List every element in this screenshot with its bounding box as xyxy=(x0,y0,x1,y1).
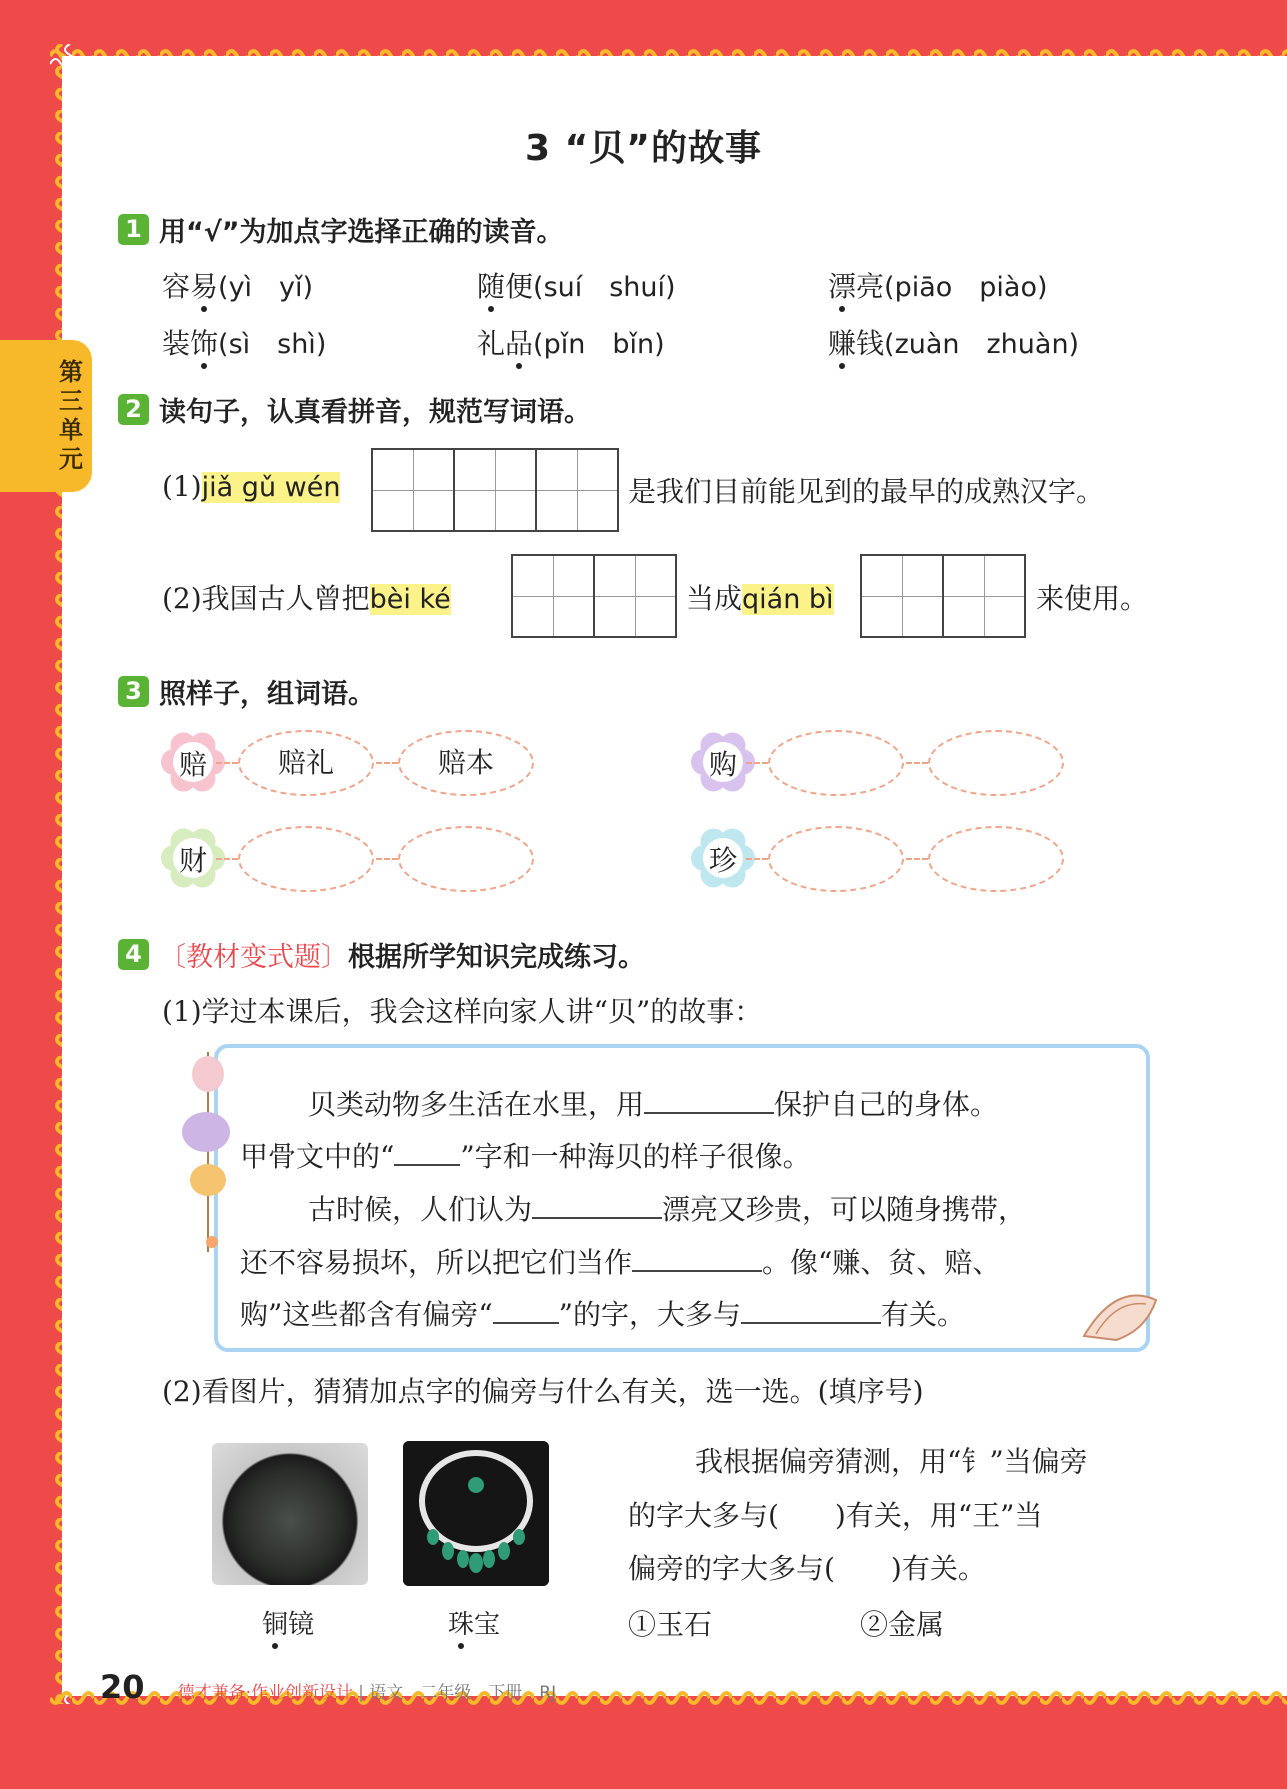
question-number: 2 xyxy=(118,394,149,425)
option-metal: ②金属 xyxy=(860,1608,945,1641)
answer-blank[interactable] xyxy=(394,1138,460,1166)
image-caption: 珠宝 xyxy=(448,1610,501,1640)
answer-text[interactable]: 的字大多与( )有关，用“王”当 xyxy=(628,1499,1043,1532)
q2-sentence-1: (1)jiǎ gǔ wén xyxy=(162,470,341,503)
question-number: 4 xyxy=(118,939,149,970)
word-oval[interactable] xyxy=(928,826,1064,892)
series-title: 德才兼备·作业创新设计 xyxy=(177,1683,354,1703)
answer-blank[interactable] xyxy=(632,1244,762,1272)
page-title: 3 “贝”的故事 xyxy=(525,128,762,169)
question-instruction: 照样子，组词语。 xyxy=(159,679,375,710)
passage-line: 古时候，人们认为 漂亮又珍贵，可以随身携带， xyxy=(308,1193,1027,1226)
question-1-header xyxy=(118,210,564,249)
answer-blank[interactable] xyxy=(644,1086,774,1114)
question-number: 1 xyxy=(118,214,149,245)
connector xyxy=(906,858,928,862)
connector xyxy=(746,762,768,766)
unit-tab xyxy=(0,340,92,492)
group-character: 赔 xyxy=(179,748,208,781)
answer-text[interactable]: 偏旁的字大多与( )有关。 xyxy=(628,1552,986,1585)
word-oval[interactable] xyxy=(928,730,1064,796)
textbook-variant-tag: 〔教材变式题〕 xyxy=(159,942,348,973)
connector xyxy=(216,762,238,766)
answer-blank[interactable] xyxy=(493,1296,559,1324)
image-caption: 铜镜 xyxy=(262,1610,315,1640)
writing-grid[interactable] xyxy=(511,554,677,638)
word-oval[interactable] xyxy=(238,826,374,892)
seashell-icon xyxy=(1076,1280,1160,1346)
group-character: 珍 xyxy=(709,844,738,877)
q4-part-1: (1)学过本课后，我会这样向家人讲“贝”的故事： xyxy=(162,995,763,1028)
q1-item[interactable]: 赚钱(zuàn zhuàn) xyxy=(828,327,1080,360)
writing-grid[interactable] xyxy=(371,448,619,532)
q2-sentence-2-end: 来使用。 xyxy=(1036,582,1149,615)
connector xyxy=(376,858,398,862)
pinyin-highlight: bèi ké xyxy=(369,584,451,615)
q1-item[interactable]: 礼品(pǐn bǐn) xyxy=(477,327,665,360)
passage-line: 甲骨文中的“ ”字和一种海贝的样子很像。 xyxy=(240,1140,811,1173)
question-3-header xyxy=(118,672,375,711)
writing-grid[interactable] xyxy=(860,554,1026,638)
q1-item[interactable]: 漂亮(piāo piào) xyxy=(828,270,1048,303)
passage-line: 还不容易损坏，所以把它们当作 。像“赚、贫、赔、 xyxy=(240,1246,1001,1279)
answer-blank[interactable] xyxy=(532,1191,662,1219)
unit-tab-label: 第三单元 xyxy=(59,358,83,473)
q2-sentence-1-end: 是我们目前能见到的最早的成熟汉字。 xyxy=(628,475,1105,508)
word-oval[interactable] xyxy=(768,730,904,796)
footer: 20 德才兼备·作业创新设计 | 语文 二年级 下册 RJ xyxy=(100,1668,557,1706)
word-oval[interactable] xyxy=(768,826,904,892)
shell-chime-illustration xyxy=(178,1052,248,1252)
group-character: 购 xyxy=(709,748,738,781)
pinyin-highlight: qián bì xyxy=(742,584,834,615)
question-number: 3 xyxy=(118,676,149,707)
pinyin-highlight: jiǎ gǔ wén xyxy=(201,472,341,503)
book-info: 语文 二年级 下册 RJ xyxy=(369,1683,557,1703)
connector xyxy=(376,762,398,766)
connector xyxy=(746,858,768,862)
passage-line: 购”这些都含有偏旁“ ”的字，大多与 有关。 xyxy=(240,1298,965,1331)
page-number: 20 xyxy=(100,1668,145,1706)
connector xyxy=(216,858,238,862)
word-oval[interactable] xyxy=(398,826,534,892)
question-2-header xyxy=(118,390,591,429)
word-oval[interactable]: 赔本 xyxy=(398,730,534,796)
group-character: 财 xyxy=(179,844,208,877)
word-oval[interactable]: 赔礼 xyxy=(238,730,374,796)
question-instruction: 根据所学知识完成练习。 xyxy=(348,942,645,973)
bronze-mirror-image xyxy=(212,1443,368,1585)
question-instruction: 读句子，认真看拼音，规范写词语。 xyxy=(159,397,591,428)
q1-item[interactable]: 容易(yì yǐ) xyxy=(162,270,314,303)
q4-part-2: (2)看图片，猜猜加点字的偏旁与什么有关，选一选。(填序号) xyxy=(162,1375,924,1408)
answer-blank[interactable] xyxy=(741,1296,881,1324)
q2-sentence-2: (2)我国古人曾把bèi ké xyxy=(162,582,451,615)
q1-item[interactable]: 随便(suí shuí) xyxy=(477,270,676,303)
passage-line: 贝类动物多生活在水里，用 保护自己的身体。 xyxy=(308,1088,999,1121)
connector xyxy=(906,762,928,766)
answer-text: 我根据偏旁猜测，用“钅”当偏旁 xyxy=(695,1445,1088,1478)
option-jade: ①玉石 xyxy=(628,1608,713,1641)
question-instruction: 用“√”为加点字选择正确的读音。 xyxy=(159,217,564,248)
question-4-header xyxy=(118,935,645,974)
jewelry-necklace-image xyxy=(403,1441,549,1586)
q1-item[interactable]: 装饰(sì shì) xyxy=(162,327,327,360)
q2-sentence-2-mid: 当成qián bì xyxy=(686,582,834,615)
